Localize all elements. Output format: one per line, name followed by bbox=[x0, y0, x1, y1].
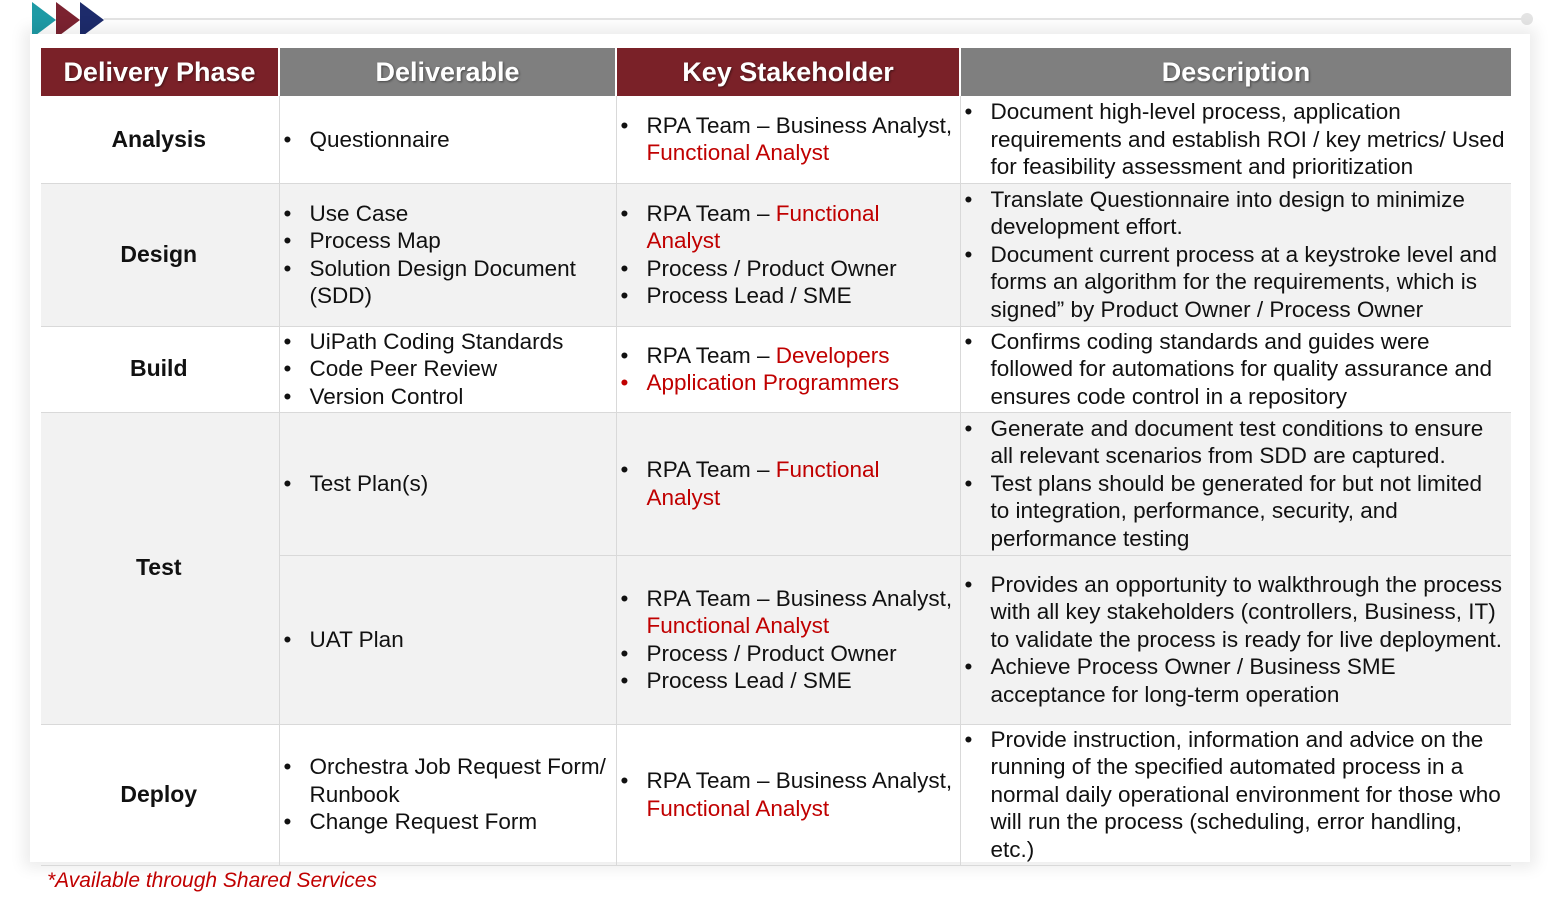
header-key-stakeholder: Key Stakeholder bbox=[616, 48, 960, 96]
table-row-design bbox=[41, 183, 1511, 326]
chevron-teal-icon bbox=[32, 2, 56, 38]
header-delivery-phase: Delivery Phase bbox=[41, 48, 279, 96]
list-item bbox=[284, 355, 610, 383]
stakeholder-list bbox=[621, 456, 954, 511]
chevron-maroon-icon bbox=[56, 2, 80, 38]
list-item bbox=[284, 255, 610, 310]
stakeholders-uat-plan bbox=[616, 555, 960, 724]
bullet-list bbox=[965, 571, 1506, 709]
list-item bbox=[965, 328, 1506, 411]
bullet-icon: • bbox=[283, 126, 292, 152]
stakeholder-text: RPA Team – bbox=[646, 342, 776, 368]
bullet-icon: • bbox=[283, 383, 292, 409]
stakeholder-text: RPA Team – Business Analyst, bbox=[646, 112, 953, 138]
delivery-table bbox=[41, 48, 1511, 866]
list-item-text: Change Request Form bbox=[309, 809, 538, 835]
stakeholder-text: RPA Team – Business Analyst, bbox=[646, 768, 953, 793]
list-item-text: Version Control bbox=[309, 383, 464, 409]
bullet-list bbox=[284, 200, 610, 310]
stakeholder-text: RPA Team – bbox=[646, 200, 776, 226]
bullet-icon: • bbox=[620, 342, 629, 368]
phase-label-analysis: Analysis bbox=[41, 96, 279, 183]
table-row-deploy bbox=[41, 724, 1511, 865]
stakeholders-analysis bbox=[616, 96, 960, 183]
bullet-icon: • bbox=[283, 228, 292, 253]
list-item bbox=[965, 241, 1506, 324]
header-description: Description bbox=[960, 48, 1511, 96]
bullet-icon: • bbox=[283, 754, 292, 780]
list-item-text: Confirms coding standards and guides were followed for automations for quality assurance and ensures code control in a repository bbox=[990, 328, 1493, 409]
list-item bbox=[284, 126, 610, 154]
bullet-list bbox=[965, 186, 1506, 324]
bullet-icon: • bbox=[620, 255, 629, 281]
deliverables-analysis bbox=[279, 96, 616, 183]
list-item-text: Achieve Process Owner / Business SME acceptance for long-term operation bbox=[990, 654, 1396, 707]
bullet-icon: • bbox=[964, 571, 973, 597]
list-item bbox=[965, 186, 1506, 241]
list-item bbox=[965, 571, 1506, 654]
description-deploy bbox=[960, 724, 1511, 865]
deliverables-deploy bbox=[279, 724, 616, 865]
stakeholder-highlight: Functional Analyst bbox=[646, 613, 830, 638]
stakeholder-item bbox=[621, 667, 954, 695]
bullet-icon: • bbox=[620, 640, 629, 666]
phase-label-build: Build bbox=[41, 326, 279, 412]
bullet-icon: • bbox=[620, 200, 629, 226]
stakeholder-item bbox=[621, 282, 954, 310]
stakeholder-highlight: Functional Analyst bbox=[646, 200, 880, 253]
description-design bbox=[960, 183, 1511, 326]
bullet-icon: • bbox=[964, 415, 973, 441]
stakeholder-text: RPA Team – Business Analyst, bbox=[646, 585, 953, 611]
bullet-icon: • bbox=[620, 585, 629, 611]
table-row-analysis bbox=[41, 96, 1511, 183]
stakeholder-item bbox=[621, 585, 954, 640]
stakeholder-list bbox=[621, 585, 954, 695]
stakeholder-item bbox=[621, 456, 954, 511]
stakeholder-item bbox=[621, 640, 954, 668]
bullet-icon: • bbox=[620, 768, 629, 793]
deliverables-test-plan bbox=[279, 412, 616, 555]
list-item-text: Use Case bbox=[309, 200, 409, 226]
list-item bbox=[284, 383, 610, 411]
deliverables-uat-plan bbox=[279, 555, 616, 724]
phase-label-deploy: Deploy bbox=[41, 724, 279, 865]
stakeholder-item bbox=[621, 255, 954, 283]
list-item-text: Document current process at a keystroke level and forms an algorithm for the requirements, which is signed” by Product Owner / Process Owner bbox=[990, 241, 1497, 322]
bullet-icon: • bbox=[964, 99, 973, 124]
stakeholder-list bbox=[621, 767, 954, 822]
list-item-text: Generate and document test conditions to ensure all relevant scenarios from SDD are captured. bbox=[990, 415, 1484, 469]
phase-label-design: Design bbox=[41, 183, 279, 326]
list-item bbox=[965, 726, 1506, 864]
stakeholder-item bbox=[621, 767, 954, 822]
bullet-list bbox=[284, 126, 610, 154]
table-row-test-plan bbox=[41, 412, 1511, 555]
list-item bbox=[284, 626, 610, 654]
bullet-list bbox=[284, 328, 610, 411]
bullet-icon: • bbox=[620, 370, 629, 395]
bullet-list bbox=[284, 626, 610, 654]
stakeholder-list bbox=[621, 200, 954, 310]
list-item bbox=[284, 200, 610, 228]
bullet-icon: • bbox=[620, 457, 629, 482]
chevron-navy-icon bbox=[80, 2, 104, 38]
stakeholder-highlight: Functional Analyst bbox=[646, 140, 830, 166]
divider-end-dot bbox=[1521, 13, 1533, 25]
stakeholder-highlight: Functional Analyst bbox=[646, 795, 830, 821]
list-item-text: Orchestra Job Request Form/ Runbook bbox=[309, 754, 606, 807]
stakeholder-item bbox=[621, 112, 954, 167]
list-item-text: Questionnaire bbox=[309, 126, 450, 152]
stakeholder-highlight: Application Programmers bbox=[646, 370, 900, 395]
bullet-icon: • bbox=[283, 626, 292, 652]
list-item-text: Test Plan(s) bbox=[309, 470, 429, 496]
bullet-icon: • bbox=[283, 200, 292, 226]
bullet-icon: • bbox=[283, 356, 292, 382]
list-item bbox=[284, 753, 610, 808]
bullet-list bbox=[965, 98, 1506, 181]
description-uat-plan bbox=[960, 555, 1511, 724]
stakeholder-text: Process / Product Owner bbox=[646, 640, 897, 666]
stakeholders-build bbox=[616, 326, 960, 412]
list-item-text: Solution Design Document (SDD) bbox=[309, 255, 576, 308]
bullet-icon: • bbox=[964, 241, 973, 267]
list-item-text: UiPath Coding Standards bbox=[309, 328, 564, 354]
stakeholders-test-plan bbox=[616, 412, 960, 555]
bullet-list bbox=[965, 328, 1506, 411]
stakeholder-list bbox=[621, 112, 954, 167]
table-header-row bbox=[41, 48, 1511, 96]
stakeholder-item bbox=[621, 200, 954, 255]
stakeholder-text: Process Lead / SME bbox=[646, 283, 852, 308]
header-deliverable: Deliverable bbox=[279, 48, 616, 96]
bullet-icon: • bbox=[964, 186, 973, 212]
list-item bbox=[965, 470, 1506, 553]
bullet-icon: • bbox=[283, 328, 292, 354]
bullet-icon: • bbox=[620, 112, 629, 138]
stakeholder-text: Process Lead / SME bbox=[646, 668, 852, 693]
description-build bbox=[960, 326, 1511, 412]
bullet-icon: • bbox=[620, 668, 629, 693]
deliverables-build bbox=[279, 326, 616, 412]
bullet-list bbox=[965, 726, 1506, 864]
stakeholder-text: Process / Product Owner bbox=[646, 255, 897, 281]
bullet-icon: • bbox=[964, 328, 973, 354]
list-item-text: Provides an opportunity to walkthrough the process with all key stakeholders (controllers, Business, IT) to validate the process is ready for live deployment. bbox=[990, 571, 1503, 652]
stakeholder-highlight: Developers bbox=[775, 342, 890, 368]
stakeholder-item bbox=[621, 342, 954, 370]
list-item-text: Provide instruction, information and advice on the running of the specified automated process in a normal daily operational environment for those who will run the process (scheduling, error handling, etc.) bbox=[990, 726, 1501, 862]
bullet-list bbox=[284, 470, 610, 498]
phase-label-test: Test bbox=[41, 412, 279, 724]
list-item-text: Translate Questionnaire into design to minimize development effort. bbox=[990, 186, 1465, 240]
bullet-icon: • bbox=[964, 654, 973, 680]
bullet-icon: • bbox=[620, 283, 629, 308]
list-item bbox=[284, 470, 610, 498]
list-item bbox=[965, 98, 1506, 181]
bullet-icon: • bbox=[964, 726, 973, 752]
list-item-text: Test plans should be generated for but not limited to integration, performance, security, and performance testing bbox=[990, 470, 1483, 551]
list-item-text: Code Peer Review bbox=[309, 356, 498, 382]
bullet-list bbox=[284, 753, 610, 836]
list-item-text: Process Map bbox=[309, 228, 441, 253]
bullet-icon: • bbox=[283, 255, 292, 281]
table-row-build bbox=[41, 326, 1511, 412]
stakeholder-item bbox=[621, 369, 954, 397]
description-test-plan bbox=[960, 412, 1511, 555]
list-item bbox=[284, 808, 610, 836]
list-item bbox=[284, 227, 610, 255]
list-item bbox=[284, 328, 610, 356]
bullet-icon: • bbox=[283, 809, 292, 835]
stakeholder-list bbox=[621, 342, 954, 397]
bullet-icon: • bbox=[964, 470, 973, 496]
stakeholder-text: RPA Team – bbox=[646, 457, 776, 482]
deliverables-design bbox=[279, 183, 616, 326]
list-item-text: Document high-level process, application requirements and establish ROI / key metrics/ Used for feasibility assessment and prioritization bbox=[990, 99, 1505, 179]
stakeholders-design bbox=[616, 183, 960, 326]
footnote: *Available through Shared Services bbox=[47, 869, 377, 892]
description-analysis bbox=[960, 96, 1511, 183]
bullet-icon: • bbox=[283, 470, 292, 496]
list-item bbox=[965, 653, 1506, 708]
list-item bbox=[965, 415, 1506, 470]
stakeholders-deploy bbox=[616, 724, 960, 865]
bullet-list bbox=[965, 415, 1506, 553]
header-divider bbox=[104, 18, 1524, 20]
list-item-text: UAT Plan bbox=[309, 626, 404, 652]
stakeholder-highlight: Functional Analyst bbox=[646, 457, 880, 510]
